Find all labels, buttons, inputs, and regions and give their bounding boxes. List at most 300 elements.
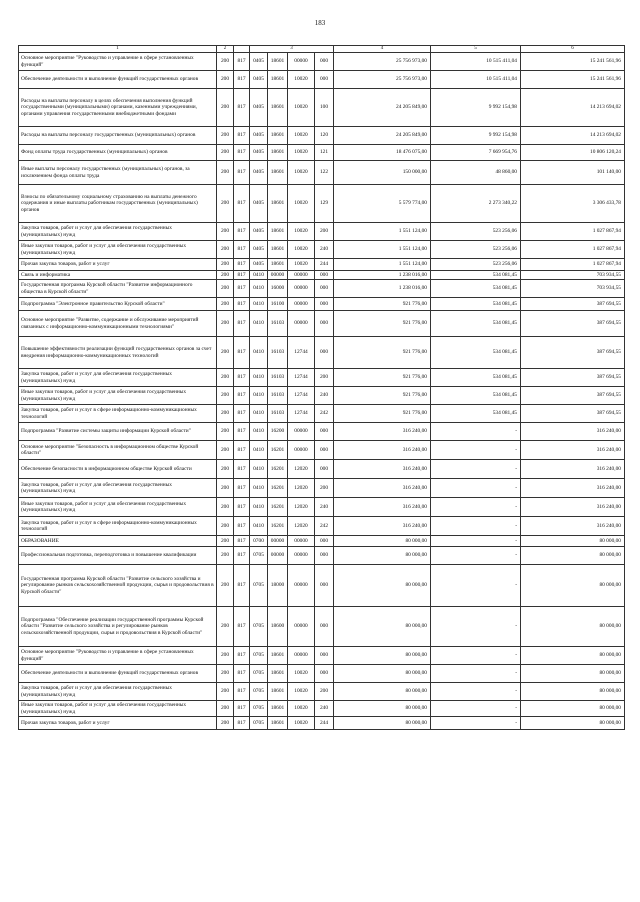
row-name: Закупка товаров, работ и услуг для обеспечения государственных (муниципальных) нужд xyxy=(19,369,217,387)
row-code-2: 817 xyxy=(234,441,250,460)
row-name: Закупка товаров, работ и услуг для обеспечения государственных (муниципальных) нужд xyxy=(19,683,217,701)
row-code-5: 00000 xyxy=(288,298,315,311)
row-code-5: 12744 xyxy=(288,405,315,423)
row-code-6: 242 xyxy=(315,405,334,423)
row-code-2: 817 xyxy=(234,498,250,517)
row-code-5: 00000 xyxy=(288,271,315,280)
row-name: Фонд оплаты труда государственных (муниципальных) органов xyxy=(19,145,217,161)
row-amount-approved: 80 000,00 xyxy=(334,536,431,547)
row-name: Основное мероприятие "Безопасность в информационном обществе Курской области" xyxy=(19,441,217,460)
row-code-2: 817 xyxy=(234,337,250,369)
row-code-3: 0705 xyxy=(250,683,268,701)
row-amount-executed: - xyxy=(431,423,521,441)
row-code-1: 200 xyxy=(217,479,234,498)
row-code-4: 18601 xyxy=(268,161,288,185)
row-amount-remaining: 387 694,55 xyxy=(521,369,625,387)
row-code-1: 200 xyxy=(217,647,234,665)
row-name: Профессиональная подготовка, переподготовка и повышение квалификации xyxy=(19,547,217,565)
row-amount-executed: 48 860,00 xyxy=(431,161,521,185)
row-code-3: 0410 xyxy=(250,280,268,298)
row-code-3: 0410 xyxy=(250,460,268,479)
row-amount-executed: 534 081,45 xyxy=(431,369,521,387)
row-code-4: 18601 xyxy=(268,665,288,683)
row-code-6: 129 xyxy=(315,185,334,223)
row-amount-approved: 25 756 973,00 xyxy=(334,53,431,71)
table-row xyxy=(19,405,625,423)
row-code-1: 200 xyxy=(217,161,234,185)
row-name: Иные выплаты персоналу государственных (муниципальных) органов, за исключением фонда оплаты труда xyxy=(19,161,217,185)
row-code-1: 200 xyxy=(217,387,234,405)
row-amount-executed: - xyxy=(431,547,521,565)
row-code-4: 16103 xyxy=(268,337,288,369)
row-name: Связь и информатика xyxy=(19,271,217,280)
row-code-1: 200 xyxy=(217,547,234,565)
row-code-5: 10020 xyxy=(288,701,315,717)
budget-table xyxy=(18,45,625,730)
row-amount-remaining: 387 694,55 xyxy=(521,337,625,369)
row-code-2: 817 xyxy=(234,185,250,223)
row-name: ОБРАЗОВАНИЕ xyxy=(19,536,217,547)
row-code-3: 0405 xyxy=(250,53,268,71)
row-name: Закупка товаров, работ и услуг для обеспечения государственных (муниципальных) нужд xyxy=(19,223,217,241)
row-code-5: 12020 xyxy=(288,479,315,498)
row-code-2: 817 xyxy=(234,665,250,683)
row-code-1: 200 xyxy=(217,89,234,127)
row-name: Государственная программа Курской области "Развитие сельского хозяйства и регулирование рынков сельскохозяйственной продукции, сырья и продовольствия в Курской области" xyxy=(19,565,217,607)
row-code-5: 00000 xyxy=(288,536,315,547)
row-code-1: 200 xyxy=(217,717,234,730)
row-code-2: 817 xyxy=(234,565,250,607)
row-amount-executed: 523 256,06 xyxy=(431,241,521,259)
table-row xyxy=(19,280,625,298)
row-amount-approved: 25 756 973,00 xyxy=(334,71,431,89)
row-name: Прочая закупка товаров, работ и услуг xyxy=(19,717,217,730)
row-code-4: 16000 xyxy=(268,280,288,298)
row-code-6: 120 xyxy=(315,127,334,145)
row-code-4: 16103 xyxy=(268,369,288,387)
row-amount-approved: 80 000,00 xyxy=(334,547,431,565)
row-code-3: 0705 xyxy=(250,701,268,717)
row-code-1: 200 xyxy=(217,311,234,337)
row-code-2: 817 xyxy=(234,298,250,311)
row-code-1: 200 xyxy=(217,127,234,145)
row-code-1: 200 xyxy=(217,565,234,607)
row-amount-executed: 10 515 411,04 xyxy=(431,53,521,71)
row-code-3: 0705 xyxy=(250,717,268,730)
row-code-2: 817 xyxy=(234,53,250,71)
table-row xyxy=(19,241,625,259)
row-code-4: 16103 xyxy=(268,311,288,337)
row-amount-remaining: 316 240,00 xyxy=(521,441,625,460)
row-amount-approved: 1 551 124,00 xyxy=(334,223,431,241)
row-code-1: 200 xyxy=(217,536,234,547)
row-code-6: 242 xyxy=(315,517,334,536)
row-code-2: 817 xyxy=(234,717,250,730)
row-amount-remaining: 316 240,00 xyxy=(521,517,625,536)
row-code-6: 000 xyxy=(315,460,334,479)
row-amount-executed: 534 081,45 xyxy=(431,337,521,369)
row-code-6: 000 xyxy=(315,53,334,71)
row-code-6: 000 xyxy=(315,547,334,565)
row-code-6: 122 xyxy=(315,161,334,185)
row-code-6: 240 xyxy=(315,701,334,717)
row-name: Государственная программа Курской области "Развитие информационного общества в Курской области" xyxy=(19,280,217,298)
row-code-2: 817 xyxy=(234,701,250,717)
row-amount-remaining: 1 027 867,94 xyxy=(521,223,625,241)
row-amount-executed: - xyxy=(431,717,521,730)
row-code-3: 0410 xyxy=(250,387,268,405)
row-name: Основное мероприятие "Руководство и управление в сфере установленных функций" xyxy=(19,53,217,71)
row-code-4: 18601 xyxy=(268,683,288,701)
row-amount-executed: 7 669 954,76 xyxy=(431,145,521,161)
row-name: Прочая закупка товаров, работ и услуг xyxy=(19,259,217,271)
row-code-5: 00000 xyxy=(288,53,315,71)
row-code-1: 200 xyxy=(217,145,234,161)
row-code-4: 16201 xyxy=(268,479,288,498)
row-code-5: 10020 xyxy=(288,259,315,271)
row-code-3: 0410 xyxy=(250,423,268,441)
row-code-5: 12020 xyxy=(288,460,315,479)
row-amount-executed: 523 256,06 xyxy=(431,223,521,241)
row-code-3: 0705 xyxy=(250,547,268,565)
row-code-5: 10020 xyxy=(288,145,315,161)
table-row xyxy=(19,127,625,145)
table-row xyxy=(19,369,625,387)
row-amount-approved: 316 240,00 xyxy=(334,460,431,479)
row-code-4: 00000 xyxy=(268,547,288,565)
row-name: Обеспечение деятельности и выполнение функций государственных органов xyxy=(19,665,217,683)
row-code-3: 0700 xyxy=(250,536,268,547)
row-code-6: 200 xyxy=(315,369,334,387)
row-code-4: 18601 xyxy=(268,241,288,259)
row-amount-remaining: 14 213 694,02 xyxy=(521,89,625,127)
table-row xyxy=(19,647,625,665)
row-amount-remaining: 387 694,55 xyxy=(521,405,625,423)
row-amount-remaining: 80 000,00 xyxy=(521,607,625,647)
row-name: Обеспечение безопасности в информационном обществе Курской области xyxy=(19,460,217,479)
row-code-5: 10020 xyxy=(288,71,315,89)
row-code-6: 240 xyxy=(315,241,334,259)
row-code-6: 000 xyxy=(315,271,334,280)
row-amount-executed: 523 256,06 xyxy=(431,259,521,271)
row-code-1: 200 xyxy=(217,241,234,259)
row-code-6: 000 xyxy=(315,298,334,311)
budget-table-body xyxy=(19,46,625,730)
row-code-2: 817 xyxy=(234,369,250,387)
table-row xyxy=(19,259,625,271)
row-code-3: 0405 xyxy=(250,145,268,161)
row-amount-approved: 80 000,00 xyxy=(334,665,431,683)
row-code-3: 0705 xyxy=(250,565,268,607)
row-code-3: 0405 xyxy=(250,223,268,241)
row-code-5: 12020 xyxy=(288,517,315,536)
row-amount-remaining: 80 000,00 xyxy=(521,536,625,547)
row-code-5: 10020 xyxy=(288,717,315,730)
row-code-2: 817 xyxy=(234,311,250,337)
row-code-3: 0405 xyxy=(250,127,268,145)
table-row xyxy=(19,607,625,647)
table-row xyxy=(19,311,625,337)
row-amount-remaining: 387 694,55 xyxy=(521,311,625,337)
row-code-5: 10020 xyxy=(288,185,315,223)
row-code-6: 100 xyxy=(315,89,334,127)
row-amount-remaining: 80 000,00 xyxy=(521,565,625,607)
row-code-2: 817 xyxy=(234,223,250,241)
row-code-3: 0705 xyxy=(250,665,268,683)
row-code-6: 000 xyxy=(315,423,334,441)
row-name: Основное мероприятие "Развитие, содержание и обслуживание мероприятий связанных с информационно-коммуникационными технологиями" xyxy=(19,311,217,337)
row-code-1: 200 xyxy=(217,405,234,423)
row-code-2: 817 xyxy=(234,241,250,259)
row-code-1: 200 xyxy=(217,683,234,701)
row-code-1: 200 xyxy=(217,607,234,647)
row-amount-remaining: 316 240,00 xyxy=(521,423,625,441)
row-amount-remaining: 703 934,55 xyxy=(521,271,625,280)
row-code-4: 18601 xyxy=(268,223,288,241)
row-code-1: 200 xyxy=(217,665,234,683)
row-name: Обеспечение деятельности и выполнение функций государственных органов xyxy=(19,71,217,89)
row-amount-remaining: 80 000,00 xyxy=(521,717,625,730)
row-amount-approved: 1 551 124,00 xyxy=(334,259,431,271)
row-amount-approved: 1 238 016,00 xyxy=(334,271,431,280)
row-code-1: 200 xyxy=(217,71,234,89)
row-name: Повышение эффективности реализации функций государственных органов за счет внедрения информационно-коммуникационных технологий xyxy=(19,337,217,369)
row-code-6: 000 xyxy=(315,311,334,337)
column-number-header xyxy=(19,46,625,53)
row-code-6: 200 xyxy=(315,479,334,498)
row-name: Закупка товаров, работ и услуг в сфере информационно-коммуникационных технологий xyxy=(19,517,217,536)
row-code-6: 000 xyxy=(315,665,334,683)
row-amount-approved: 80 000,00 xyxy=(334,717,431,730)
row-code-6: 000 xyxy=(315,280,334,298)
row-amount-executed: 2 273 340,22 xyxy=(431,185,521,223)
row-code-6: 200 xyxy=(315,223,334,241)
row-amount-executed: 534 081,45 xyxy=(431,311,521,337)
row-code-2: 817 xyxy=(234,161,250,185)
row-name: Основное мероприятие "Руководство и управление в сфере установленных функций" xyxy=(19,647,217,665)
table-row xyxy=(19,223,625,241)
row-name: Иные закупки товаров, работ и услуг для обеспечения государственных (муниципальных) нужд xyxy=(19,498,217,517)
row-amount-executed: 534 081,45 xyxy=(431,280,521,298)
row-name: Закупка товаров, работ и услуг в сфере информационно-коммуникационных технологий xyxy=(19,405,217,423)
row-code-6: 244 xyxy=(315,259,334,271)
row-code-2: 817 xyxy=(234,71,250,89)
header-col-6: 6 xyxy=(521,46,625,53)
row-code-5: 12744 xyxy=(288,369,315,387)
row-name: Подпрограмма "Обеспечение реализации государственной программы Курской области "Развитие сельского хозяйства и регулирование рынков сельскохозяйственной продукции, сырья и продовольствия в Курской области" xyxy=(19,607,217,647)
row-code-6: 000 xyxy=(315,71,334,89)
row-amount-remaining: 387 694,55 xyxy=(521,387,625,405)
row-code-5: 00000 xyxy=(288,565,315,607)
header-col-2: 2 xyxy=(217,46,234,53)
row-code-5: 12744 xyxy=(288,337,315,369)
row-code-2: 817 xyxy=(234,683,250,701)
row-amount-approved: 1 551 124,00 xyxy=(334,241,431,259)
row-code-3: 0405 xyxy=(250,259,268,271)
row-code-1: 200 xyxy=(217,460,234,479)
row-code-3: 0410 xyxy=(250,369,268,387)
row-code-5: 10020 xyxy=(288,683,315,701)
row-code-3: 0410 xyxy=(250,441,268,460)
table-row xyxy=(19,145,625,161)
row-code-5: 00000 xyxy=(288,311,315,337)
header-col-5: 5 xyxy=(431,46,521,53)
row-code-1: 200 xyxy=(217,369,234,387)
header-col-4: 4 xyxy=(334,46,431,53)
row-amount-executed: 10 515 411,04 xyxy=(431,71,521,89)
row-code-3: 0405 xyxy=(250,161,268,185)
row-amount-approved: 921 776,00 xyxy=(334,298,431,311)
row-code-2: 817 xyxy=(234,89,250,127)
row-code-6: 000 xyxy=(315,536,334,547)
table-row xyxy=(19,161,625,185)
row-amount-executed: - xyxy=(431,701,521,717)
table-row xyxy=(19,717,625,730)
row-amount-executed: - xyxy=(431,460,521,479)
table-row xyxy=(19,479,625,498)
row-amount-approved: 921 776,00 xyxy=(334,311,431,337)
row-amount-approved: 5 579 774,00 xyxy=(334,185,431,223)
row-code-6: 000 xyxy=(315,607,334,647)
row-code-5: 00000 xyxy=(288,607,315,647)
row-code-2: 817 xyxy=(234,607,250,647)
row-amount-approved: 316 240,00 xyxy=(334,479,431,498)
row-code-1: 200 xyxy=(217,280,234,298)
row-amount-executed: 534 081,45 xyxy=(431,387,521,405)
row-name: Подпрограмма "Развитие системы защиты информации Курской области" xyxy=(19,423,217,441)
row-amount-remaining: 80 000,00 xyxy=(521,647,625,665)
row-name: Иные закупки товаров, работ и услуг для обеспечения государственных (муниципальных) нужд xyxy=(19,701,217,717)
row-code-3: 0410 xyxy=(250,298,268,311)
row-code-4: 00000 xyxy=(268,271,288,280)
row-amount-approved: 24 205 849,00 xyxy=(334,127,431,145)
row-code-4: 16201 xyxy=(268,460,288,479)
row-amount-executed: 534 081,45 xyxy=(431,271,521,280)
row-amount-approved: 150 000,00 xyxy=(334,161,431,185)
row-code-4: 18000 xyxy=(268,565,288,607)
row-amount-approved: 316 240,00 xyxy=(334,498,431,517)
row-code-5: 00000 xyxy=(288,280,315,298)
row-code-4: 16201 xyxy=(268,498,288,517)
table-row xyxy=(19,185,625,223)
row-code-1: 200 xyxy=(217,185,234,223)
row-code-1: 200 xyxy=(217,53,234,71)
row-code-5: 00000 xyxy=(288,547,315,565)
table-row xyxy=(19,271,625,280)
row-code-2: 817 xyxy=(234,517,250,536)
row-amount-approved: 316 240,00 xyxy=(334,441,431,460)
row-amount-remaining: 80 000,00 xyxy=(521,547,625,565)
row-code-3: 0410 xyxy=(250,517,268,536)
row-code-6: 240 xyxy=(315,387,334,405)
row-amount-executed: - xyxy=(431,683,521,701)
row-amount-approved: 80 000,00 xyxy=(334,607,431,647)
row-amount-remaining: 80 000,00 xyxy=(521,701,625,717)
row-code-4: 00000 xyxy=(268,536,288,547)
row-code-5: 00000 xyxy=(288,423,315,441)
row-amount-remaining: 14 213 694,02 xyxy=(521,127,625,145)
row-amount-executed: 9 992 154,98 xyxy=(431,89,521,127)
row-amount-remaining: 15 241 561,96 xyxy=(521,53,625,71)
row-amount-executed: - xyxy=(431,607,521,647)
row-code-2: 817 xyxy=(234,547,250,565)
row-name: Расходы на выплаты персоналу государственных (муниципальных) органов xyxy=(19,127,217,145)
table-row xyxy=(19,547,625,565)
row-amount-remaining: 3 306 433,78 xyxy=(521,185,625,223)
row-code-1: 200 xyxy=(217,701,234,717)
row-amount-remaining: 1 027 867,94 xyxy=(521,241,625,259)
row-name: Закупка товаров, работ и услуг для обеспечения государственных (муниципальных) нужд xyxy=(19,479,217,498)
row-amount-approved: 921 776,00 xyxy=(334,337,431,369)
row-amount-executed: 534 081,45 xyxy=(431,298,521,311)
row-code-4: 18601 xyxy=(268,145,288,161)
row-code-3: 0410 xyxy=(250,271,268,280)
row-code-3: 0410 xyxy=(250,337,268,369)
row-code-6: 000 xyxy=(315,647,334,665)
row-code-6: 000 xyxy=(315,565,334,607)
row-amount-remaining: 316 240,00 xyxy=(521,460,625,479)
row-code-2: 817 xyxy=(234,405,250,423)
row-code-3: 0705 xyxy=(250,647,268,665)
table-row xyxy=(19,701,625,717)
row-code-2: 817 xyxy=(234,127,250,145)
row-code-6: 200 xyxy=(315,683,334,701)
row-code-6: 244 xyxy=(315,717,334,730)
row-amount-executed: - xyxy=(431,665,521,683)
row-code-2: 817 xyxy=(234,145,250,161)
row-code-2: 817 xyxy=(234,536,250,547)
row-code-2: 817 xyxy=(234,387,250,405)
row-code-6: 000 xyxy=(315,441,334,460)
row-amount-remaining: 316 240,00 xyxy=(521,479,625,498)
header-col-3: 3 xyxy=(250,46,334,53)
row-amount-approved: 80 000,00 xyxy=(334,565,431,607)
table-row xyxy=(19,71,625,89)
row-amount-executed: - xyxy=(431,565,521,607)
row-code-1: 200 xyxy=(217,223,234,241)
row-amount-approved: 18 476 075,00 xyxy=(334,145,431,161)
row-code-1: 200 xyxy=(217,517,234,536)
table-row xyxy=(19,683,625,701)
table-row xyxy=(19,565,625,607)
row-amount-remaining: 1 027 867,94 xyxy=(521,259,625,271)
row-amount-remaining: 80 000,00 xyxy=(521,683,625,701)
row-amount-approved: 316 240,00 xyxy=(334,517,431,536)
row-amount-approved: 1 238 016,00 xyxy=(334,280,431,298)
row-amount-executed: - xyxy=(431,536,521,547)
row-amount-approved: 921 776,00 xyxy=(334,369,431,387)
row-code-5: 12744 xyxy=(288,387,315,405)
row-name: Расходы на выплаты персоналу в целях обеспечения выполнения функций государственными (муниципальными) органами, казенными учреждениями, органами управления государственными внебюджетными фондами xyxy=(19,89,217,127)
row-amount-approved: 316 240,00 xyxy=(334,423,431,441)
row-code-2: 817 xyxy=(234,479,250,498)
row-code-6: 240 xyxy=(315,498,334,517)
row-code-1: 200 xyxy=(217,441,234,460)
row-code-5: 12020 xyxy=(288,498,315,517)
row-code-5: 00000 xyxy=(288,441,315,460)
row-code-3: 0405 xyxy=(250,89,268,127)
row-code-3: 0705 xyxy=(250,607,268,647)
row-code-4: 18601 xyxy=(268,53,288,71)
row-code-5: 10020 xyxy=(288,161,315,185)
row-code-4: 18601 xyxy=(268,647,288,665)
row-code-3: 0405 xyxy=(250,71,268,89)
row-code-1: 200 xyxy=(217,271,234,280)
row-amount-approved: 921 776,00 xyxy=(334,405,431,423)
page-number: 183 xyxy=(314,19,326,27)
table-row xyxy=(19,89,625,127)
row-amount-executed: - xyxy=(431,479,521,498)
